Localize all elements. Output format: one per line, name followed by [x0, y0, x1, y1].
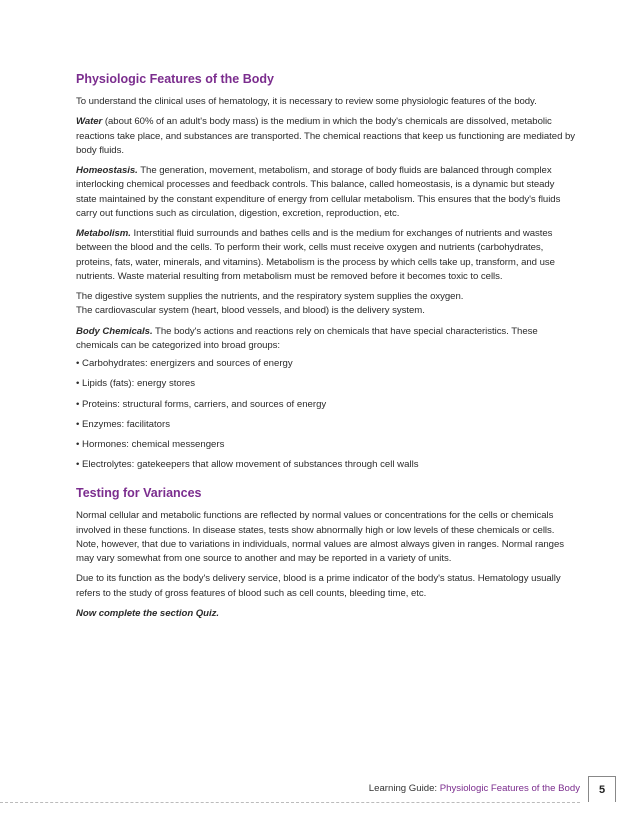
section-heading-physiologic-features: Physiologic Features of the Body: [76, 72, 274, 86]
list-item: • Lipids (fats): energy stores: [76, 378, 196, 390]
list-item: • Electrolytes: gatekeepers that allow movement of substances through cell walls: [76, 459, 419, 471]
body-chemicals-paragraph: [76, 325, 576, 353]
section-heading-testing-variances: Testing for Variances: [76, 486, 202, 501]
list-item: • Carbohydrates: energizers and sources of energy: [76, 358, 293, 370]
homeostasis-term: Homeostasis.: [76, 165, 138, 177]
list-item: • Hormones: chemical messengers: [76, 439, 225, 450]
page-number: 5: [588, 776, 616, 802]
variances-paragraph: Normal cellular and metabolic functions are reflected by normal values or concentrations for the cells or chemicals involved in these functions. In disease states, tests show abnormally high or low levels of these chemicals or cells. Note, however, that due to variations in individuals, normal values are almost always given in ranges. Normal ranges may vary somewhat from one source to another and may be reported in a variety of units.: [76, 510, 564, 565]
intro-paragraph: To understand the clinical uses of hematology, it is necessary to review some physiologic features of the body.: [76, 96, 537, 107]
quiz-instruction: Now complete the section Quiz.: [76, 608, 219, 619]
homeostasis-text: The generation, movement, metabolism, and storage of body fluids are balanced through complex interlocking chemical processes and feedback controls. This balance, called homeostasis, is a dynamic but steady state maintained by the constant expenditure of energy from cellular metabolism. This ensures that the body's fluids carry out functions such as circulation, digestion, excretion, reproduction, etc.: [76, 165, 561, 219]
water-paragraph: [76, 115, 576, 158]
footer-running-title: [369, 783, 580, 794]
page-content: [76, 62, 576, 627]
chemical-groups-list: [76, 357, 576, 472]
water-term: Water: [76, 116, 103, 128]
metabolism-text: Interstitial fluid surrounds and bathes cells and is the medium for exchanges of nutrients and wastes between the blood and the cells. To perform their work, cells must receive oxygen and nutrients (carbohydrates, proteins, fats, water, minerals, and vitamins). Metabolism is the process by which cells take up, transform, and use nutrients. Waste material resulting from metabolism must be removed before it becomes toxic to cells.: [76, 228, 555, 282]
blood-indicator-paragraph: Due to its function as the body's delivery service, blood is a prime indicator of the body's status. Hematology usually refers to the study of gross features of blood such as cell counts, bleeding time, etc.: [76, 573, 561, 599]
body-chemicals-term: Body Chemicals.: [76, 325, 153, 337]
homeostasis-paragraph: [76, 164, 576, 221]
body-chemicals-text: The body's actions and reactions rely on chemicals that have special characteristics. These chemicals can be categorized into broad groups:: [76, 325, 538, 351]
footer-divider: [0, 802, 580, 803]
list-item: • Proteins: structural forms, carriers, and sources of energy: [76, 398, 327, 410]
cardiovascular-system-line: The cardiovascular system (heart, blood vessels, and blood) is the delivery system.: [76, 305, 425, 317]
water-text: (about 60% of an adult's body mass) is the medium in which the body's chemicals are dissolved, metabolic reactions take place, and substances are transported. The chemical reactions that keep us functioning are mediated by body fluids.: [76, 116, 576, 156]
metabolism-paragraph: [76, 227, 576, 284]
digestive-system-line: The digestive system supplies the nutrients, and the respiratory system supplies the oxygen.: [76, 291, 464, 303]
footer-guide-label: Learning Guide:: [368, 783, 440, 794]
list-item: • Enzymes: facilitators: [76, 418, 170, 430]
metabolism-term: Metabolism.: [76, 228, 131, 240]
footer-section-title: Physiologic Features of the Body: [439, 783, 580, 794]
systems-paragraph: [76, 290, 576, 318]
page-footer: [0, 780, 638, 804]
